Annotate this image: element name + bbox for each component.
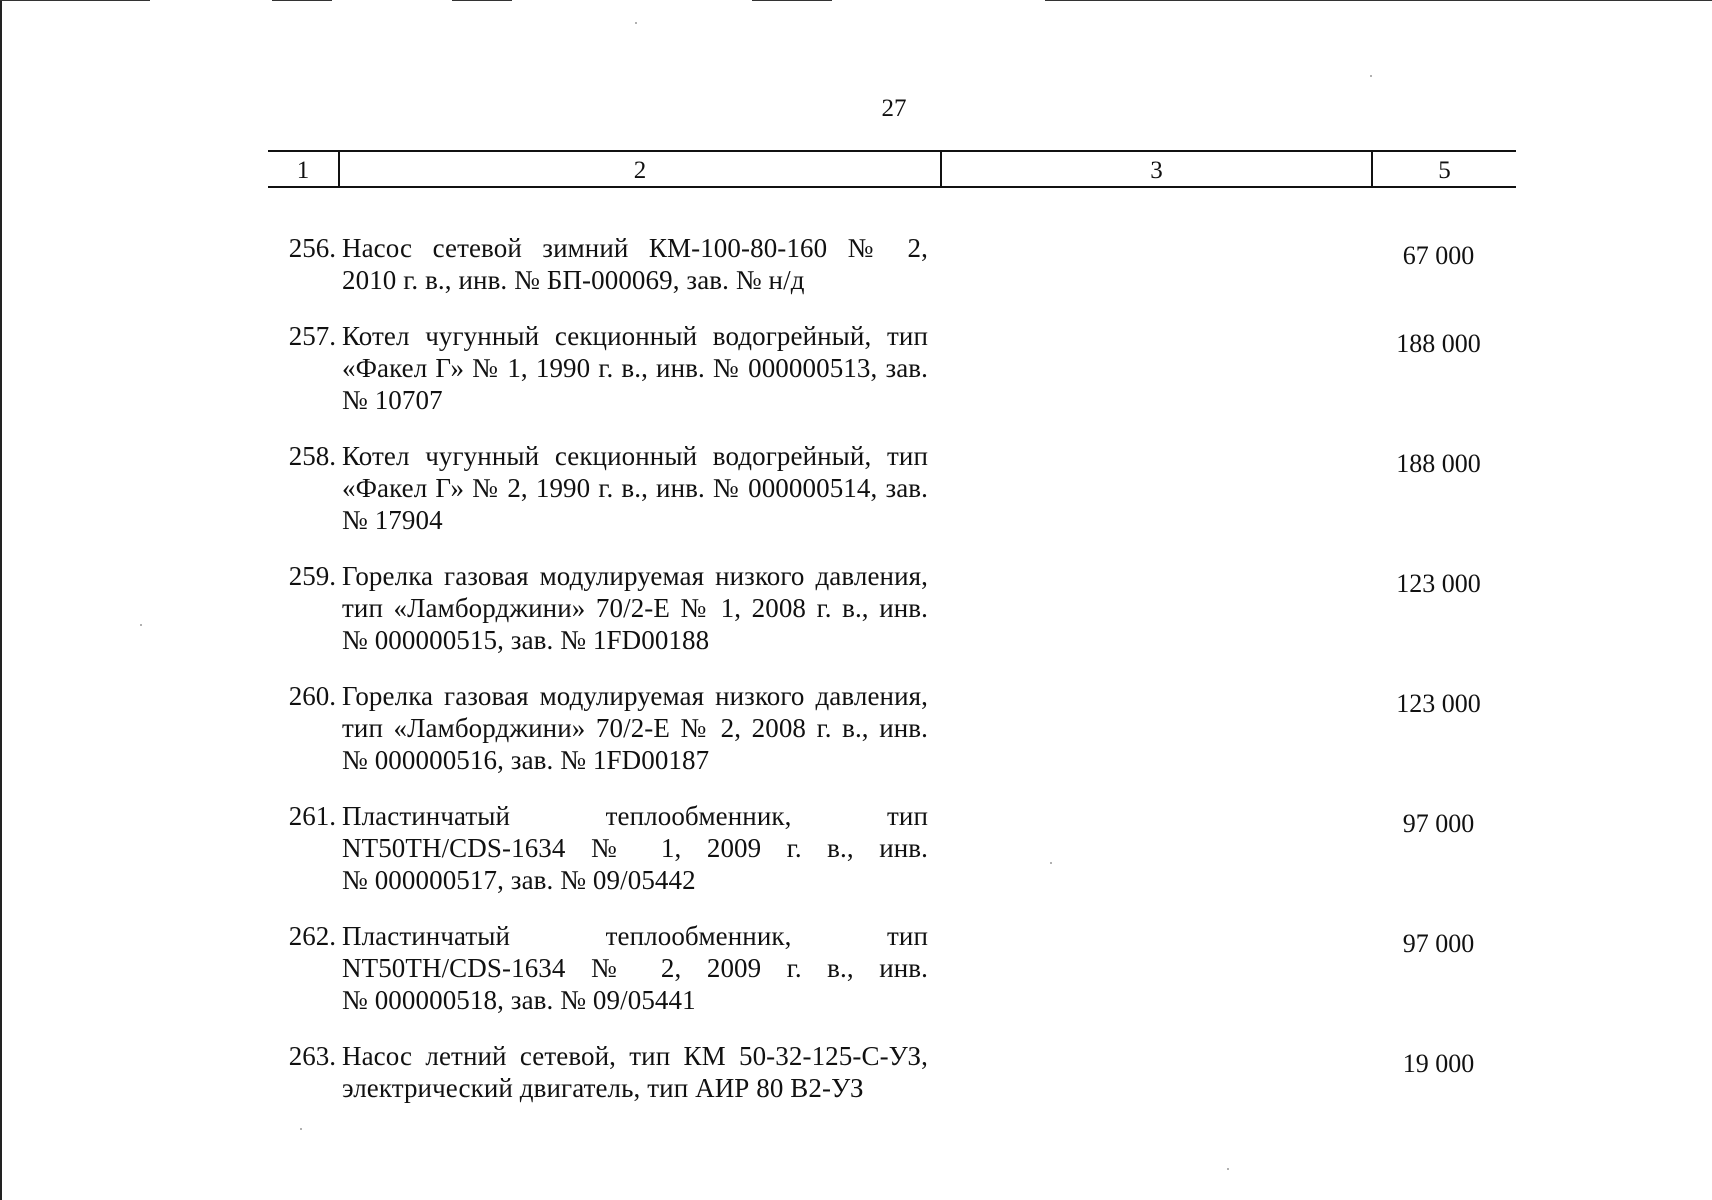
column-3-cell (942, 1040, 1371, 1104)
scan-edge (752, 0, 832, 1)
row-number: 262. (288, 921, 336, 951)
description-line: № 000000516, зав. № 1FD00187 (342, 745, 710, 775)
item-value: 19 000 (1402, 1049, 1475, 1078)
column-3-cell (942, 232, 1371, 296)
description-line: Котел чугунный секционный водогрейный, тип (342, 441, 928, 471)
table-row (268, 440, 1516, 536)
description-line: тип «Ламборджини» 70/2-Е № 1, 2008 г. в., инв. (342, 593, 928, 623)
scan-edge (0, 0, 150, 1)
row-number: 261. (288, 801, 336, 831)
column-3-cell (942, 920, 1371, 1016)
item-value: 123 000 (1396, 689, 1481, 718)
description-line: № 000000517, зав. № 09/05442 (342, 865, 696, 895)
scan-edge (1045, 0, 1712, 1)
column-header: 3 (942, 152, 1373, 186)
row-number: 259. (288, 561, 336, 591)
scan-speck (1227, 1168, 1229, 1170)
column-header: 2 (340, 152, 942, 186)
description-line: NT50TH/CDS-1634 № 1, 2009 г. в., инв. (342, 833, 928, 863)
item-description (340, 680, 942, 776)
item-description (340, 560, 942, 656)
column-3-cell (942, 800, 1371, 896)
column-3-cell (942, 440, 1371, 536)
description-line: Котел чугунный секционный водогрейный, тип (342, 321, 928, 351)
table-row (268, 320, 1516, 416)
description-line: 2010 г. в., инв. № БП-000069, зав. № н/д (342, 265, 805, 295)
item-description (340, 232, 942, 296)
table-row (268, 560, 1516, 656)
item-value: 123 000 (1396, 569, 1481, 598)
item-value: 97 000 (1402, 929, 1475, 958)
table-row (268, 1040, 1516, 1104)
row-number: 257. (288, 321, 336, 351)
description-line: № 000000518, зав. № 09/05441 (342, 985, 696, 1015)
item-description (340, 920, 942, 1016)
scan-speck (635, 22, 637, 24)
column-3-cell (942, 320, 1371, 416)
item-description (340, 320, 942, 416)
description-line: Горелка газовая модулируемая низкого давления, (342, 681, 928, 711)
description-line: № 000000515, зав. № 1FD00188 (342, 625, 710, 655)
inventory-table (268, 150, 1516, 1128)
description-line: «Факел Г» № 1, 1990 г. в., инв. № 000000513, зав. (342, 353, 928, 383)
item-description (340, 800, 942, 896)
row-number: 256. (288, 233, 336, 263)
row-number: 263. (288, 1041, 336, 1071)
item-value: 188 000 (1396, 449, 1481, 478)
description-line: «Факел Г» № 2, 1990 г. в., инв. № 000000514, зав. (342, 473, 928, 503)
row-number: 260. (288, 681, 336, 711)
column-header: 1 (268, 152, 340, 186)
description-line: Пластинчатый теплообменник, тип (342, 801, 928, 831)
page-number: 27 (881, 95, 907, 122)
scan-edge (0, 0, 2, 1200)
description-line: тип «Ламборджини» 70/2-Е № 2, 2008 г. в., инв. (342, 713, 928, 743)
description-line: электрический двигатель, тип АИР 80 В2-УЗ (342, 1073, 864, 1103)
column-3-cell (942, 560, 1371, 656)
description-line: Пластинчатый теплообменник, тип (342, 921, 928, 951)
table-row (268, 920, 1516, 1016)
column-header: 5 (1438, 157, 1451, 184)
description-line: № 10707 (342, 385, 443, 415)
table-row (268, 680, 1516, 776)
item-value: 188 000 (1396, 329, 1481, 358)
item-description (340, 440, 942, 536)
table-header (268, 150, 1516, 188)
scan-speck (140, 624, 142, 626)
item-value: 97 000 (1402, 809, 1475, 838)
item-value: 67 000 (1402, 241, 1475, 270)
row-number: 258. (288, 441, 336, 471)
scan-speck (300, 1128, 302, 1130)
table-body (268, 188, 1516, 1104)
scan-edge (272, 0, 332, 1)
description-line: Насос сетевой зимний КМ-100-80-160 № 2, (342, 233, 928, 263)
scan-edge (452, 0, 512, 1)
description-line: № 17904 (342, 505, 443, 535)
table-row (268, 800, 1516, 896)
description-line: Горелка газовая модулируемая низкого давления, (342, 561, 928, 591)
scan-speck (1370, 75, 1372, 77)
table-row (268, 232, 1516, 296)
item-description (340, 1040, 942, 1104)
description-line: NT50TH/CDS-1634 № 2, 2009 г. в., инв. (342, 953, 928, 983)
column-3-cell (942, 680, 1371, 776)
description-line: Насос летний сетевой, тип КМ 50-32-125-С-УЗ, (342, 1041, 928, 1071)
